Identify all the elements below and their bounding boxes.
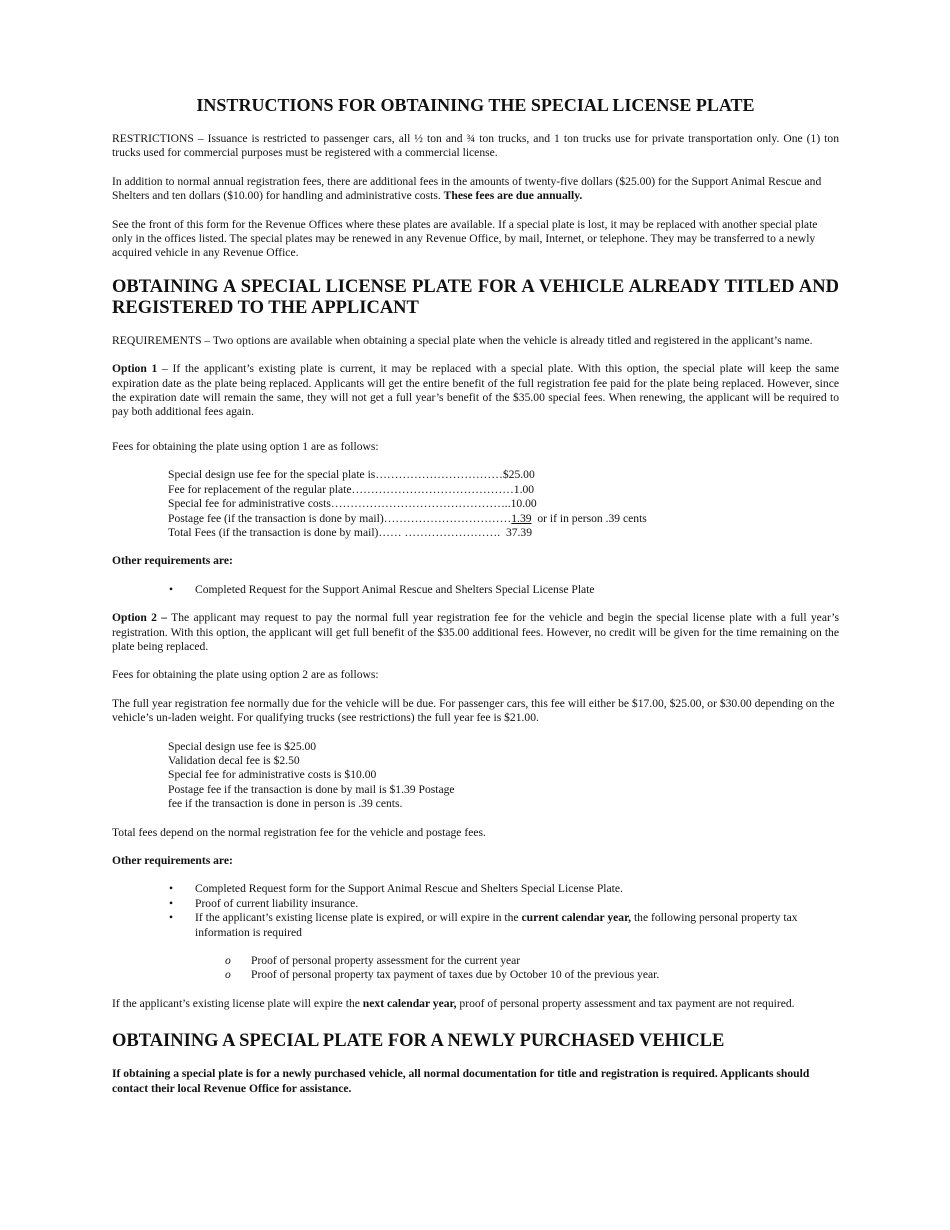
- fee-label: Special design use fee for the special plate is……………………………$: [168, 468, 509, 482]
- option1-paragraph: [112, 362, 839, 420]
- sub-list-item-text: Proof of personal property assessment for the current year: [251, 954, 521, 968]
- sub-list-item: [112, 954, 839, 968]
- fee-row: [168, 468, 839, 482]
- fee-line: Validation decal fee is $2.50: [168, 753, 300, 767]
- fee-label: Fee for replacement of the regular plate……………………………………: [168, 482, 514, 496]
- list-item-text: Proof of current liability insurance.: [195, 896, 359, 910]
- circle-bullet-icon: o: [225, 968, 231, 982]
- option2-label: Option 2 –: [112, 611, 168, 625]
- requirements-paragraph: REQUIREMENTS – Two options are available when obtaining a special plate when the vehicle is already titled and registered in the applicant’s name.: [112, 333, 813, 347]
- offices-paragraph: See the front of this form for the Revenue Offices where these plates are available. If a special plate is lost, it may be replaced with another special plate only in the offices listed. The special plates may be renewed in any Revenue Office, by mail, Internet, or telephone. They may be transferred to a newly acquired vehicle in any Revenue Office.: [112, 217, 818, 260]
- option2-total-paragraph: Total fees depend on the normal registration fee for the vehicle and postage fees.: [112, 825, 486, 839]
- section2-heading: OBTAINING A SPECIAL PLATE FOR A NEWLY PURCHASED VEHICLE: [112, 1031, 725, 1052]
- list-item-text: Completed Request form for the Support Animal Rescue and Shelters Special License Plate.: [195, 882, 623, 896]
- section1-heading: OBTAINING A SPECIAL LICENSE PLATE FOR A VEHICLE ALREADY TITLED AND REGISTERED TO THE APPLICANT: [112, 276, 839, 318]
- bullet-icon: •: [169, 911, 174, 925]
- list-item: [112, 583, 839, 597]
- sub-list-item: [112, 968, 839, 982]
- other-requirements-label: Other requirements are:: [112, 554, 233, 568]
- bullet-icon: •: [169, 582, 174, 596]
- tax-info-sublist: [112, 954, 839, 983]
- fee-row: [168, 512, 839, 526]
- section2-paragraph: If obtaining a special plate is for a newly purchased vehicle, all normal documentation for title and registration is required. Applicants should contact their local Revenue Office for assistance.: [112, 1067, 810, 1095]
- next-year-text: If the applicant’s existing license plate will expire the: [112, 996, 363, 1010]
- option1-other-list: [112, 583, 839, 597]
- list-item: [112, 897, 839, 911]
- document-title: INSTRUCTIONS FOR OBTAINING THE SPECIAL LICENSE PLATE: [196, 95, 755, 115]
- fee-amount: 1.00: [513, 482, 535, 496]
- fee-amount: 37.39: [500, 525, 533, 539]
- circle-bullet-icon: o: [225, 954, 231, 968]
- fees-due-annually: These fees are due annually.: [443, 189, 583, 203]
- fee-row: [168, 497, 839, 511]
- fee-label: Special fee for administrative costs………………………………………..: [168, 497, 511, 511]
- option1-label: Option 1: [112, 362, 158, 376]
- next-year-paragraph: [112, 997, 839, 1011]
- option1-text: – If the applicant’s existing plate is current, it may be replaced with a special plate. With this option, the special plate will keep the same expiration date as the plate being replaced. Applicants will get the entire benefit of the full registration fee paid for the plate being replaced. However, since the expiration date will remain the same, they will not get a full year’s benefit of the $35.00 special fees. When renewing, the applicant will be required to pay both additional fees again.: [112, 362, 839, 419]
- option1-fees-intro: Fees for obtaining the plate using option 1 are as follows:: [112, 439, 379, 453]
- option2-full-year-paragraph: The full year registration fee normally due for the vehicle will be due. For passenger cars, this fee will either be $17.00, $25.00, or $30.00 depending on the vehicle’s un-laden weight. For qualifying trucks (see restrictions) the full year fee is $21.00.: [112, 696, 835, 725]
- fee-note: or if in person .39 cents: [531, 511, 647, 525]
- option2-paragraph: [112, 611, 839, 654]
- fee-line: Postage fee if the transaction is done by mail is $1.39 Postage: [168, 782, 455, 796]
- list-item-text: If the applicant’s existing license plate is expired, or will expire in the: [195, 911, 522, 925]
- list-item: [112, 882, 839, 896]
- fee-amount: 25.00: [508, 468, 535, 482]
- restrictions-paragraph: RESTRICTIONS – Issuance is restricted to passenger cars, all ½ ton and ¾ ton trucks, and 1 ton trucks use for private transportation only. One (1) ton trucks used for commercial purposes must be registered with a commercial license.: [112, 132, 839, 160]
- fee-label: Total Fees (if the transaction is done by mail)…… …………………….: [168, 525, 501, 539]
- other-requirements-label: Other requirements are:: [112, 854, 233, 867]
- fees-intro-text: In addition to normal annual registration fees, there are additional fees in the amounts of twenty-five dollars ($25.00) for the Support Animal Rescue and Shelters and ten dollars ($10.00) for handling and administrative costs.: [112, 174, 822, 203]
- fee-line: Special design use fee is $25.00: [168, 739, 317, 753]
- list-item-text: Completed Request for the Support Animal Rescue and Shelters Special License Plate: [195, 582, 595, 596]
- bullet-icon: •: [169, 896, 174, 910]
- document-page: [112, 94, 839, 1096]
- option2-fees-list: [168, 740, 839, 812]
- fee-line: Special fee for administrative costs is $10.00: [168, 768, 377, 782]
- list-item: [112, 911, 839, 940]
- fee-row: [168, 483, 839, 497]
- next-year-bold: next calendar year,: [362, 996, 457, 1010]
- fee-label: Postage fee (if the transaction is done by mail)……………………………: [168, 511, 512, 525]
- fee-line: fee if the transaction is done in person is .39 cents.: [168, 797, 403, 811]
- list-item-bold: current calendar year,: [521, 911, 632, 925]
- fee-amount: 10.00: [510, 497, 537, 511]
- list-item-text: the following personal property tax information is required: [195, 911, 798, 939]
- fees-intro-paragraph: [112, 175, 839, 204]
- bullet-icon: •: [169, 882, 174, 896]
- option2-other-list: [112, 882, 839, 940]
- sub-list-item-text: Proof of personal property tax payment of taxes due by October 10 of the previous year.: [251, 968, 660, 982]
- fee-amount: 1.39: [511, 511, 532, 525]
- fee-row-total: [168, 526, 839, 540]
- option2-text: The applicant may request to pay the normal full year registration fee for the vehicle and begin the special license plate with a full year’s registration. With this option, the applicant will get full benefit of the $35.00 additional fees. However, no credit will be given for the time remaining on the plate being replaced.: [112, 611, 839, 653]
- next-year-text: proof of personal property assessment and tax payment are not required.: [456, 996, 795, 1010]
- option1-fees-list: [168, 468, 839, 540]
- option2-fees-intro: Fees for obtaining the plate using option 2 are as follows:: [112, 668, 379, 682]
